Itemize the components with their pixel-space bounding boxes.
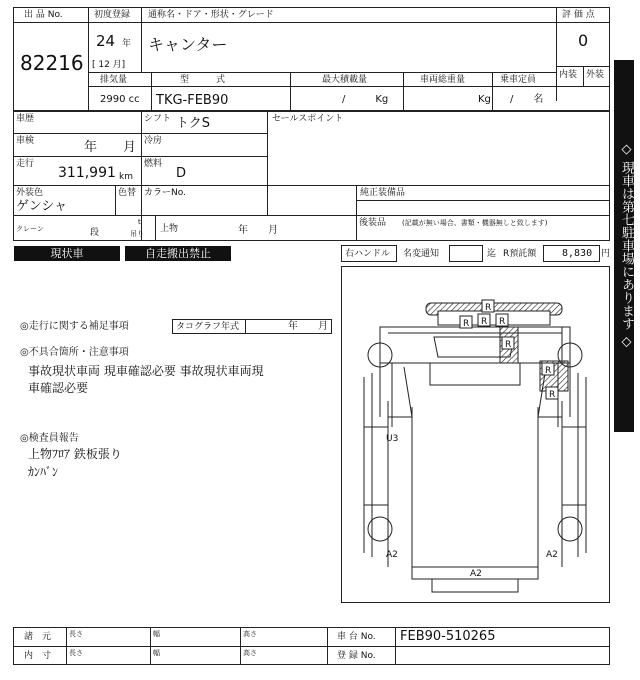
mileage-supplement-label: ◎走行に関する補足事項: [20, 321, 129, 332]
lift-label: 吊り: [130, 230, 144, 238]
mileage-label: 走行: [16, 159, 35, 169]
recycle-value: 8,830: [562, 248, 593, 259]
inspection-fee-label: 迄: [487, 249, 497, 259]
damage-mark-u3: U3: [386, 434, 399, 444]
height-label-1: 高さ: [243, 630, 257, 638]
inspection-label: 車検: [16, 136, 35, 146]
shift-label: シフト: [144, 114, 172, 124]
yen-label: 円: [601, 249, 611, 259]
interior-dim-label: 内 寸: [24, 651, 52, 661]
inspector-label: ◎検査員報告: [20, 433, 79, 444]
truck-diagram: [342, 267, 609, 602]
gross-weight-label: 車両総重量: [420, 75, 466, 85]
color-no-label: カラーNo.: [144, 188, 186, 198]
capacity-unit: / 名: [510, 94, 544, 105]
no-self-drive-badge: 自走搬出禁止: [125, 246, 231, 261]
damage-diagram: [341, 266, 610, 603]
first-reg-year: 24: [96, 32, 116, 50]
length-label-1: 長さ: [69, 630, 83, 638]
width-label-1: 幅: [153, 630, 160, 638]
defects-label: ◎不具合箇所・注意事項: [20, 347, 129, 358]
sales-point-label: セールスポイント: [272, 114, 344, 124]
spec-label: 諸 元: [24, 632, 52, 642]
damage-mark-r6: R: [545, 366, 552, 376]
exterior-score-label: 外装: [586, 70, 605, 80]
height-label-2: 高さ: [243, 649, 257, 657]
inspection-value: 年 月: [84, 140, 137, 155]
year-unit: 年: [122, 39, 132, 49]
current-state-badge: 現状車: [14, 246, 120, 261]
first-reg-label: 初度登録: [94, 10, 131, 20]
defects-line-2: 車確認必要: [28, 381, 89, 395]
model: TKG-FEB90: [156, 93, 229, 108]
lot-no-label: 出 品 No.: [24, 10, 63, 20]
crane-unit: 段: [90, 228, 100, 238]
reg-label: 登 録 No.: [337, 651, 376, 661]
lot-no: 82216: [20, 51, 84, 75]
chassis-label: 車 台 No.: [337, 632, 376, 642]
damage-mark-r7: R: [549, 390, 556, 400]
tachograph-label: タコグラフ年式: [176, 322, 240, 332]
name-change-label: 名変通知: [403, 249, 440, 259]
damage-mark-a2-left: A2: [386, 550, 398, 560]
displacement-label: 排気量: [100, 75, 128, 85]
inspector-line-1: 上物ﾌﾛｱ 鉄板張り: [28, 447, 122, 461]
side-banner: ◇ 現車は第七駐車場にあります ◇: [614, 60, 634, 432]
score: 0: [578, 31, 589, 50]
ton-label: t: [138, 218, 141, 226]
fuel-label: 燃料: [144, 159, 163, 169]
chassis-value: FEB90-510265: [400, 629, 496, 644]
recycle-label: R預託額: [503, 249, 537, 259]
damage-mark-r3: R: [499, 317, 506, 327]
history-label: 車歴: [16, 114, 35, 124]
damage-mark-r2: R: [481, 317, 488, 327]
inspector-line-2: ｶﾝﾊﾞﾝ: [28, 465, 59, 479]
displacement: 2990 cc: [100, 94, 140, 105]
mileage-unit: km: [119, 172, 133, 182]
right-handle: 右ハンドル: [345, 249, 391, 259]
capacity-label: 乗車定員: [500, 75, 537, 85]
tachograph-value: 年 月: [288, 321, 328, 332]
exterior-color-value: ゲンシャ: [16, 199, 68, 214]
damage-mark-r1: R: [485, 303, 492, 313]
mileage-value: 311,991: [58, 165, 116, 181]
damage-mark-r4: R: [463, 319, 470, 329]
aftermarket-note: (記載が無い場合、書類・機器無しと致します): [402, 219, 548, 227]
upper-value: 年 月: [238, 225, 278, 236]
damage-mark-r5: R: [505, 340, 512, 350]
gross-weight-unit: Kg: [478, 94, 491, 105]
name-label: 通称名・ドア・形状・グレード: [148, 10, 274, 20]
length-label-2: 長さ: [69, 649, 83, 657]
genuine-parts-label: 純正装備品: [360, 188, 406, 198]
car-name: キャンター: [148, 35, 228, 54]
damage-mark-a2-right: A2: [546, 550, 558, 560]
shift-value: トクS: [176, 116, 210, 131]
defects-line-1: 事故現状車両 現車確認必要 事故現状車両現: [28, 364, 264, 378]
max-load-label: 最大積載量: [322, 75, 368, 85]
max-load-unit: / Kg: [342, 94, 389, 105]
name-change-box: [449, 245, 483, 262]
color-change-label: 色替: [118, 188, 137, 198]
first-reg-month: [ 12 月]: [92, 60, 126, 70]
interior-score-label: 内装: [559, 70, 578, 80]
score-label: 評 価 点: [562, 10, 595, 20]
upper-label: 上物: [160, 224, 179, 234]
exterior-color-label: 外装色: [16, 188, 44, 198]
cooler-label: 冷房: [144, 136, 163, 146]
aftermarket-label: 後装品: [359, 218, 387, 228]
model-label: 型 式: [180, 75, 226, 85]
width-label-2: 幅: [153, 649, 160, 657]
crane-label: クレーン: [16, 225, 44, 233]
fuel-value: D: [176, 166, 187, 181]
damage-mark-a2-bottom: A2: [470, 569, 482, 579]
